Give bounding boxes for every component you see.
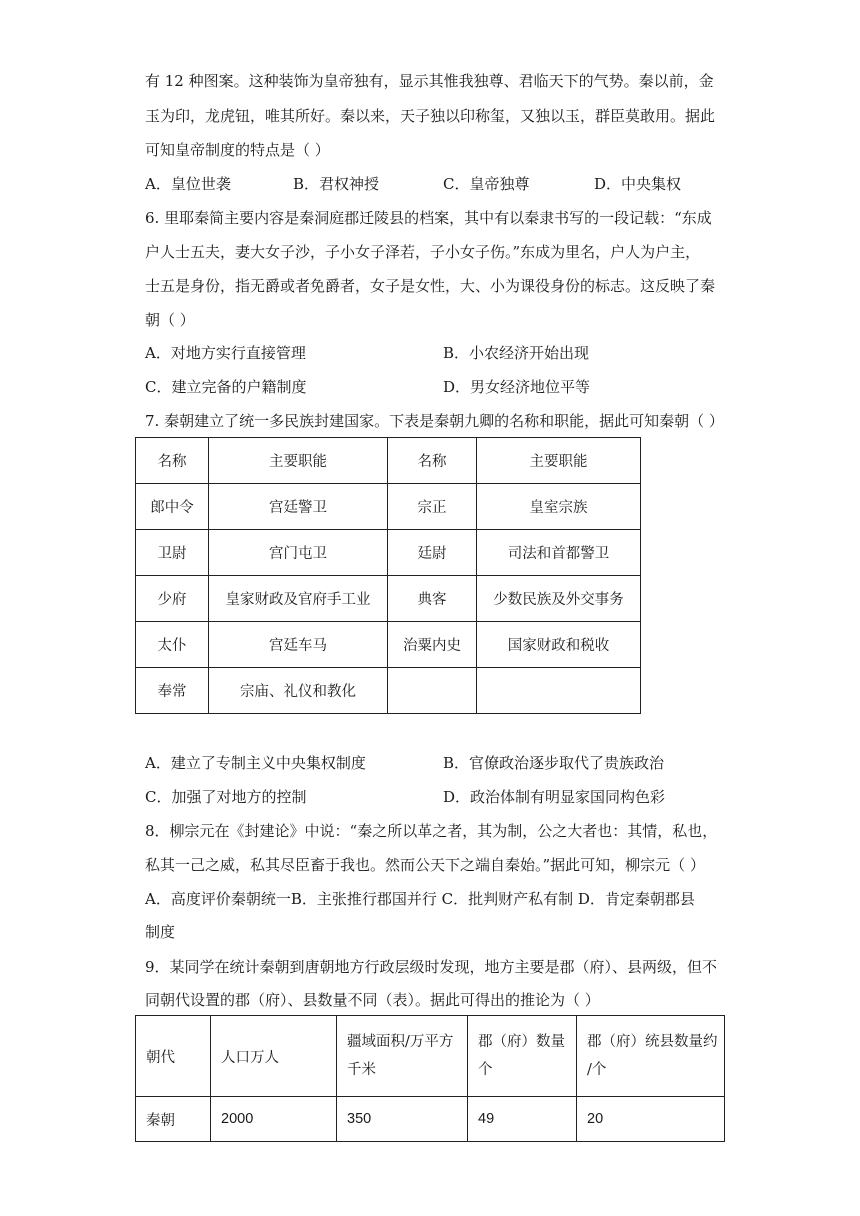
table-cell <box>477 668 641 714</box>
q9-line-1: 9．某同学在统计秦朝到唐朝地方行政层级时发现，地方主要是郡（府）、县两级，但不 <box>145 958 718 976</box>
q6-line-3: 士五是身份，指无爵或者免爵者，女子是女性，大、小为课役身份的标志。这反映了秦 <box>145 277 716 295</box>
q6-line-2: 户人士五夫，妻大女子沙，子小女子泽若，子小女子伤。”东成为里名，户人为户主， <box>145 243 701 261</box>
table-cell: 少数民族及外交事务 <box>477 576 641 622</box>
table-cell: 宗庙、礼仪和教化 <box>209 668 388 714</box>
q6-option-a: A．对地方实行直接管理 <box>145 344 306 362</box>
table-cell <box>388 668 477 714</box>
q7-option-a: A．建立了专制主义中央集权制度 <box>145 754 366 772</box>
table-header-cell: 主要职能 <box>477 438 641 484</box>
q6-line-1: 6. 里耶秦简主要内容是秦洞庭郡迁陵县的档案，其中有以秦隶书写的一段记载：“东成 <box>145 209 712 227</box>
table-cell: 太仆 <box>136 622 209 668</box>
table-row <box>136 530 641 576</box>
table-cell: 司法和首都警卫 <box>477 530 641 576</box>
table-header-text: 千米 <box>347 1062 376 1078</box>
q5-line-1: 有 12 种图案。这种装饰为皇帝独有，显示其惟我独尊、君临天下的气势。秦以前，金 <box>145 72 714 90</box>
table-row <box>136 668 641 714</box>
table-header-text: 个 <box>478 1062 493 1078</box>
table-header-text: 疆域面积/万平方 <box>347 1034 454 1050</box>
table-cell: 治粟内史 <box>388 622 477 668</box>
q6-option-c: C．建立完备的户籍制度 <box>145 378 307 396</box>
table-cell: 廷尉 <box>388 530 477 576</box>
table-cell: 350 <box>337 1097 468 1142</box>
table-row <box>136 484 641 530</box>
q8-line-1: 8．柳宗元在《封建论》中说：“秦之所以革之者，其为制，公之大者也：其情，私也， <box>145 822 718 840</box>
table-row <box>136 622 641 668</box>
q7-option-b: B．官僚政治逐步取代了贵族政治 <box>443 754 665 772</box>
table-cell: 宫廷警卫 <box>209 484 388 530</box>
q7-option-c: C．加强了对地方的控制 <box>145 788 307 806</box>
table-cell: 皇家财政及官府手工业 <box>209 576 388 622</box>
q7-table <box>135 437 641 714</box>
q8-options-line: A．高度评价秦朝统一B．主张推行郡国并行 C．批判财产私有制 D．肯定秦朝郡县 <box>145 890 695 908</box>
table-cell: 少府 <box>136 576 209 622</box>
table-header-cell <box>136 1016 211 1097</box>
table-cell: 2000 <box>211 1097 337 1142</box>
table-cell: 卫尉 <box>136 530 209 576</box>
q5-line-3: 可知皇帝制度的特点是（ ） <box>145 141 330 159</box>
table-cell: 宗正 <box>388 484 477 530</box>
q5-option-a: A．皇位世袭 <box>145 175 231 193</box>
q6-option-d: D．男女经济地位平等 <box>443 378 591 396</box>
q8-line-2: 私其一己之威，私其尽臣畜于我也。然而公天下之端自秦始。”据此可知，柳宗元（ ） <box>145 856 705 874</box>
table-row <box>136 1097 725 1142</box>
table-header-row <box>136 1016 725 1097</box>
table-header-cell <box>211 1016 337 1097</box>
table-cell: 20 <box>577 1097 725 1142</box>
table-header-row <box>136 438 641 484</box>
q5-option-d: D．中央集权 <box>594 175 682 193</box>
table-header-text: /个 <box>587 1062 607 1078</box>
table-header-text: 人口万人 <box>221 1049 279 1066</box>
table-cell: 郎中令 <box>136 484 209 530</box>
q5-option-c: C．皇帝独尊 <box>443 175 530 193</box>
table-header-text: 朝代 <box>146 1049 175 1066</box>
table-header-cell <box>337 1016 468 1097</box>
q5-option-b: B．君权神授 <box>293 175 380 193</box>
table-header-cell <box>468 1016 577 1097</box>
q6-option-b: B．小农经济开始出现 <box>443 344 590 362</box>
q5-line-2: 玉为印，龙虎钮，唯其所好。秦以来，天子独以印称玺，又独以玉，群臣莫敢用。据此 <box>145 107 716 125</box>
table-cell: 宫廷车马 <box>209 622 388 668</box>
table-cell: 宫门屯卫 <box>209 530 388 576</box>
table-header-cell: 名称 <box>136 438 209 484</box>
table-cell: 国家财政和税收 <box>477 622 641 668</box>
table-header-text: 郡（府）统县数量约 <box>587 1034 718 1050</box>
q9-table <box>135 1015 725 1142</box>
q9-line-2: 同朝代设置的郡（府）、县数量不同（表）。据此可得出的推论为（ ） <box>145 991 600 1009</box>
table-header-cell: 主要职能 <box>209 438 388 484</box>
table-header-cell <box>577 1016 725 1097</box>
table-cell: 典客 <box>388 576 477 622</box>
q6-line-4: 朝（ ） <box>145 311 195 329</box>
table-cell: 秦朝 <box>136 1097 211 1142</box>
q7-option-d: D．政治体制有明显家国同构色彩 <box>443 788 666 806</box>
table-row <box>136 576 641 622</box>
table-cell: 皇室宗族 <box>477 484 641 530</box>
table-cell: 奉常 <box>136 668 209 714</box>
q8-line-4: 制度 <box>145 923 176 941</box>
table-header-text: 郡（府）数量 <box>478 1034 565 1050</box>
table-cell: 49 <box>468 1097 577 1142</box>
table-header-cell: 名称 <box>388 438 477 484</box>
q7-stem: 7. 秦朝建立了统一多民族封建国家。下表是秦朝九卿的名称和职能，据此可知秦朝（ ） <box>145 412 724 430</box>
